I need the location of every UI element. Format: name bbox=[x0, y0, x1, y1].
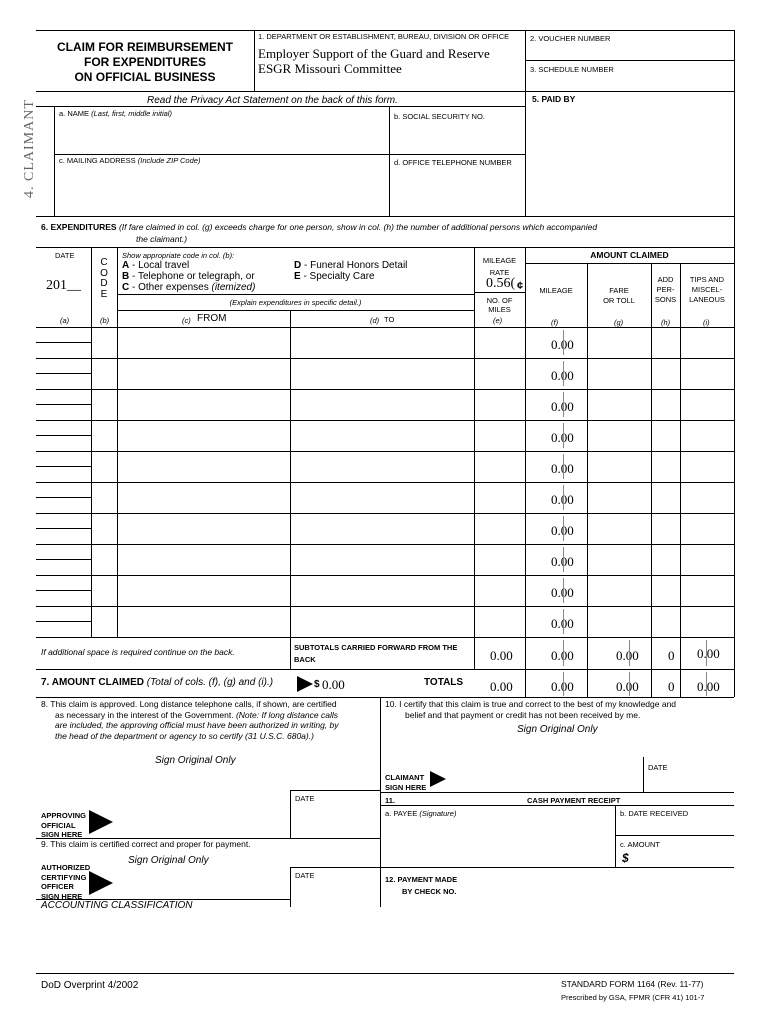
row-mileage-amount[interactable]: 0.00 bbox=[551, 337, 574, 352]
row-mileage-amount[interactable]: 0.00 bbox=[551, 492, 574, 507]
persons-cell[interactable] bbox=[653, 360, 679, 387]
persons-cell[interactable] bbox=[653, 546, 679, 573]
form-title bbox=[40, 40, 250, 85]
tips-cell[interactable] bbox=[682, 546, 733, 573]
address-hint: (Include ZIP Code) bbox=[137, 156, 201, 165]
approval-text-line: 8. This claim is approved. Long distance telephone calls, if shown, are certified bbox=[41, 699, 337, 709]
fare-cell[interactable] bbox=[589, 422, 650, 449]
miles-cell[interactable] bbox=[476, 577, 524, 604]
miles-cell[interactable] bbox=[476, 329, 524, 356]
col-letter: (a) bbox=[60, 316, 70, 325]
certifying-officer-label bbox=[41, 863, 90, 901]
name-label-text: a. NAME bbox=[59, 109, 90, 118]
payment-made-line: BY CHECK NO. bbox=[402, 887, 457, 896]
amount-claimed-hint: (Total of cols. (f), (g) and (i).) bbox=[146, 677, 274, 688]
payee-label-text: a. PAYEE bbox=[385, 809, 418, 818]
to-cell[interactable] bbox=[292, 608, 473, 635]
claimant-sign-line: CLAIMANT bbox=[385, 773, 425, 782]
certified-date-label: DATE bbox=[295, 871, 315, 880]
codes-left bbox=[122, 260, 255, 293]
fare-cell[interactable] bbox=[589, 484, 650, 511]
code-item-letter: D bbox=[294, 260, 302, 271]
cent-symbol: ¢ bbox=[517, 280, 524, 292]
code-hint: Show appropriate code in col. (b): bbox=[122, 251, 235, 260]
fare-cell[interactable] bbox=[589, 391, 650, 418]
col-letter: (e) bbox=[493, 316, 503, 325]
col-fare-label bbox=[587, 286, 651, 306]
to-cell[interactable] bbox=[292, 422, 473, 449]
amount-claimed-label bbox=[41, 677, 273, 688]
code-cell[interactable] bbox=[93, 329, 116, 356]
expenditures-title: 6. EXPENDITURES bbox=[41, 222, 117, 232]
fare-cell[interactable] bbox=[589, 608, 650, 635]
receipt-number: 11. bbox=[385, 796, 396, 805]
col-mileage-label: MILEAGE bbox=[539, 286, 573, 295]
code-cell[interactable] bbox=[93, 608, 116, 635]
to-cell[interactable] bbox=[292, 546, 473, 573]
certification-date-field[interactable] bbox=[645, 773, 731, 791]
col-add-line: SONS bbox=[654, 295, 677, 304]
code-item-letter: C bbox=[122, 282, 130, 293]
tips-cell[interactable] bbox=[682, 577, 733, 604]
code-letter: C bbox=[100, 257, 108, 268]
persons-cell[interactable] bbox=[653, 515, 679, 542]
approval-text-line bbox=[41, 710, 381, 721]
certifying-officer-line: OFFICER bbox=[41, 882, 74, 891]
code-cell[interactable] bbox=[93, 546, 116, 573]
miles-cell[interactable] bbox=[476, 453, 524, 480]
continue-note: If additional space is required continue on the back. bbox=[41, 647, 235, 657]
miles-label bbox=[474, 296, 525, 314]
code-cell[interactable] bbox=[93, 422, 116, 449]
code-cell[interactable] bbox=[93, 453, 116, 480]
tips-cell[interactable] bbox=[682, 608, 733, 635]
persons-cell[interactable] bbox=[653, 577, 679, 604]
phone-label: d. OFFICE TELEPHONE NUMBER bbox=[394, 158, 512, 167]
code-cell[interactable] bbox=[93, 515, 116, 542]
code-letters bbox=[94, 258, 114, 300]
col-letter: (c) bbox=[182, 316, 191, 325]
from-cell[interactable] bbox=[119, 360, 289, 387]
certifying-officer-line: CERTIFYING bbox=[41, 872, 87, 882]
row-mileage-amount[interactable]: 0.00 bbox=[551, 554, 574, 569]
to-cell[interactable] bbox=[292, 453, 473, 480]
persons-cell[interactable] bbox=[653, 608, 679, 635]
to-cell[interactable] bbox=[292, 391, 473, 418]
date-cell[interactable] bbox=[38, 360, 91, 387]
receipt-title: CASH PAYMENT RECEIPT bbox=[527, 796, 621, 805]
certified-text: 9. This claim is certified correct and proper for payment. bbox=[41, 839, 251, 849]
col-tips-line: MISCEL- bbox=[691, 285, 723, 294]
code-item-hint: (itemized) bbox=[211, 282, 256, 293]
overprint-note: DoD Overprint 4/2002 bbox=[41, 980, 139, 991]
col-fare-line: FARE bbox=[609, 286, 629, 295]
payee-signature-field[interactable] bbox=[383, 820, 613, 868]
fare-cell[interactable] bbox=[589, 515, 650, 542]
payee-label bbox=[385, 809, 456, 818]
date-cell[interactable] bbox=[38, 546, 91, 573]
row-mileage-amount[interactable]: 0.00 bbox=[551, 368, 574, 383]
dollar-sign: $ bbox=[314, 679, 320, 690]
to-cell[interactable] bbox=[292, 360, 473, 387]
code-cell[interactable] bbox=[93, 484, 116, 511]
form-title-line: FOR EXPENDITURES bbox=[83, 55, 206, 69]
approval-sign-note: Sign Original Only bbox=[155, 755, 236, 766]
col-add-line: PER- bbox=[656, 285, 675, 294]
date-year[interactable]: 201__ bbox=[46, 278, 81, 293]
persons-cell[interactable] bbox=[653, 453, 679, 480]
approval-text-line: the head of the department or agency to so certify (31 U.S.C. 680a).) bbox=[55, 730, 314, 741]
form-number: STANDARD FORM 1164 (Rev. 11-77) bbox=[561, 979, 704, 989]
col-letter: (i) bbox=[703, 318, 710, 327]
from-cell[interactable] bbox=[119, 577, 289, 604]
from-cell[interactable] bbox=[119, 515, 289, 542]
certified-sign-note: Sign Original Only bbox=[128, 855, 209, 866]
code-cell[interactable] bbox=[93, 391, 116, 418]
col-letter: (f) bbox=[551, 318, 559, 327]
date-cell[interactable] bbox=[38, 391, 91, 418]
date-cell[interactable] bbox=[38, 608, 91, 635]
from-cell[interactable] bbox=[119, 608, 289, 635]
phone-field[interactable] bbox=[392, 170, 522, 214]
payee-hint: (Signature) bbox=[419, 809, 457, 818]
miles-cell[interactable] bbox=[476, 391, 524, 418]
name-label bbox=[59, 109, 172, 118]
amount-claimed-value[interactable]: 0.00 bbox=[322, 677, 345, 692]
fare-cell[interactable] bbox=[589, 546, 650, 573]
miles-label-line: NO. OF bbox=[486, 296, 513, 305]
from-cell[interactable] bbox=[119, 546, 289, 573]
code-item bbox=[122, 260, 255, 271]
sign-arrow-icon bbox=[89, 871, 113, 895]
persons-cell[interactable] bbox=[653, 484, 679, 511]
approval-text bbox=[41, 699, 381, 741]
approval-date-field[interactable] bbox=[292, 805, 378, 835]
tips-cell[interactable] bbox=[682, 360, 733, 387]
col-tips-label bbox=[680, 275, 734, 305]
approving-official-line: SIGN HERE bbox=[41, 830, 83, 839]
prescribed-note: Prescribed by GSA, FPMR (CFR 41) 101-7 bbox=[561, 993, 705, 1002]
certification-sign-note: Sign Original Only bbox=[517, 724, 598, 735]
to-cell[interactable] bbox=[292, 329, 473, 356]
totals-label: TOTALS bbox=[424, 677, 464, 688]
row-mileage-amount[interactable]: 0.00 bbox=[551, 523, 574, 538]
ssn-label: b. SOCIAL SECURITY NO. bbox=[394, 112, 485, 121]
code-item bbox=[122, 271, 255, 282]
privacy-note: Read the Privacy Act Statement on the back of this form. bbox=[147, 95, 398, 106]
check-number-field[interactable] bbox=[470, 884, 730, 902]
tips-cell[interactable] bbox=[682, 515, 733, 542]
certifying-officer-line: AUTHORIZED bbox=[41, 863, 91, 872]
approving-official-line: OFFICIAL bbox=[41, 820, 76, 830]
rule bbox=[36, 30, 734, 31]
code-item-text: - Funeral Honors Detail bbox=[304, 260, 408, 271]
subtotals-label-line: BACK bbox=[294, 655, 316, 664]
tips-cell[interactable] bbox=[682, 484, 733, 511]
col-add-label bbox=[651, 275, 680, 305]
total-mileage[interactable]: 0.00 bbox=[551, 679, 574, 694]
fare-cell[interactable] bbox=[589, 360, 650, 387]
tips-cell[interactable] bbox=[682, 422, 733, 449]
mileage-rate-number: 0.56( bbox=[486, 276, 516, 291]
certification-text-line: 10. I certify that this claim is true and correct to the best of my knowledge and bbox=[385, 699, 677, 709]
tips-cell[interactable] bbox=[682, 391, 733, 418]
paid-by-label: 5. PAID BY bbox=[532, 94, 576, 104]
date-cell[interactable] bbox=[38, 453, 91, 480]
code-item-letter: A bbox=[122, 260, 130, 271]
code-item-text: - Specialty Care bbox=[303, 271, 375, 282]
dept-value[interactable] bbox=[258, 46, 490, 76]
to-cell[interactable] bbox=[292, 484, 473, 511]
col-letter: (d) bbox=[370, 316, 380, 325]
dept-value-line: Employer Support of the Guard and Reserve bbox=[258, 46, 490, 61]
persons-cell[interactable] bbox=[653, 329, 679, 356]
amount-received-label: c. AMOUNT bbox=[620, 840, 661, 849]
subtotals-label-line: SUBTOTALS CARRIED FORWARD FROM THE bbox=[294, 643, 458, 652]
miles-cell[interactable] bbox=[476, 515, 524, 542]
col-letter: (b) bbox=[100, 316, 110, 325]
code-item-letter: E bbox=[294, 271, 301, 282]
total-tips[interactable]: 0.00 bbox=[697, 679, 720, 694]
date-cell[interactable] bbox=[38, 577, 91, 604]
certification-date-label: DATE bbox=[648, 763, 668, 772]
date-received-field[interactable] bbox=[618, 820, 730, 834]
approving-signature-field[interactable] bbox=[120, 805, 285, 835]
subtotal-miles[interactable]: 0.00 bbox=[490, 648, 513, 663]
amount-claimed-heading: AMOUNT CLAIMED bbox=[590, 250, 669, 260]
date-received-label: b. DATE RECEIVED bbox=[620, 809, 689, 818]
miles-cell[interactable] bbox=[476, 546, 524, 573]
from-label: FROM bbox=[197, 313, 227, 324]
from-cell[interactable] bbox=[119, 391, 289, 418]
date-cell[interactable] bbox=[38, 422, 91, 449]
form-title-line: ON OFFICIAL BUSINESS bbox=[74, 70, 216, 84]
code-item bbox=[122, 282, 255, 293]
code-item bbox=[294, 260, 407, 271]
to-label: TO bbox=[384, 315, 395, 324]
subtotal-persons[interactable]: 0 bbox=[668, 648, 675, 663]
to-cell[interactable] bbox=[292, 577, 473, 604]
to-cell[interactable] bbox=[292, 515, 473, 542]
subtotals-label bbox=[294, 642, 457, 666]
col-letter: (h) bbox=[661, 318, 671, 327]
arrow-right-icon bbox=[297, 676, 313, 692]
miles-cell[interactable] bbox=[476, 608, 524, 635]
fare-cell[interactable] bbox=[589, 577, 650, 604]
certification-text bbox=[385, 699, 676, 720]
col-add-line: ADD bbox=[657, 275, 674, 284]
dept-label: 1. DEPARTMENT OR ESTABLISHMENT, BUREAU, DIVISION OR OFFICE bbox=[258, 32, 510, 41]
subtotal-tips[interactable]: 0.00 bbox=[697, 646, 720, 661]
miles-cell[interactable] bbox=[476, 360, 524, 387]
approving-official-label bbox=[41, 811, 86, 840]
total-miles[interactable]: 0.00 bbox=[490, 679, 513, 694]
payment-made-label bbox=[385, 874, 457, 898]
claimant-section-label: 4. CLAIMANT bbox=[22, 99, 37, 198]
mileage-rate-value[interactable] bbox=[486, 276, 515, 292]
from-cell[interactable] bbox=[119, 453, 289, 480]
claimant-signature-field[interactable] bbox=[450, 766, 640, 790]
expenditures-note: (If fare claimed in col. (g) exceeds charge for one person, show in col. (h) the number of additional persons which accompanied bbox=[118, 222, 598, 232]
col-letter: (g) bbox=[614, 318, 624, 327]
code-letter: O bbox=[100, 267, 108, 279]
row-mileage-amount[interactable]: 0.00 bbox=[551, 461, 574, 476]
tips-cell[interactable] bbox=[682, 453, 733, 480]
miles-label-line: MILES bbox=[488, 305, 511, 314]
miles-cell[interactable] bbox=[476, 484, 524, 511]
code-item-text: - Local travel bbox=[132, 260, 190, 271]
code-item-letter: B bbox=[122, 271, 130, 282]
dept-value-line: ESGR Missouri Committee bbox=[258, 61, 402, 76]
explain-note: (Explain expenditures in specific detail.) bbox=[229, 298, 362, 307]
sign-arrow-icon bbox=[89, 810, 113, 834]
payment-made-line: 12. PAYMENT MADE bbox=[385, 875, 458, 884]
amount-received-field[interactable] bbox=[632, 850, 730, 865]
fare-cell[interactable] bbox=[589, 329, 650, 356]
amount-claimed-title: 7. AMOUNT CLAIMED bbox=[41, 677, 144, 688]
expenditures-heading bbox=[41, 221, 736, 245]
fare-cell[interactable] bbox=[589, 453, 650, 480]
code-letter: E bbox=[100, 288, 108, 300]
approval-text-note: (Note: If long distance calls bbox=[235, 709, 339, 720]
row-mileage-amount[interactable]: 0.00 bbox=[551, 585, 574, 600]
approval-text-part: as necessary in the interest of the Government. bbox=[55, 709, 236, 720]
code-letter: D bbox=[100, 278, 108, 289]
persons-cell[interactable] bbox=[653, 391, 679, 418]
code-cell[interactable] bbox=[93, 577, 116, 604]
name-hint: (Last, first, middle initial) bbox=[91, 109, 172, 118]
row-mileage-amount[interactable]: 0.00 bbox=[551, 430, 574, 445]
code-item bbox=[294, 271, 407, 282]
schedule-label: 3. SCHEDULE NUMBER bbox=[530, 65, 614, 74]
code-item-text: - Telephone or telegraph, or bbox=[132, 271, 255, 282]
from-cell[interactable] bbox=[119, 422, 289, 449]
mileage-rate-label-line: MILEAGE bbox=[482, 256, 517, 265]
certified-date-field[interactable] bbox=[292, 880, 378, 905]
certification-text-line: belief and that payment or credit has not been received by me. bbox=[405, 709, 641, 720]
col-fare-line: OR TOLL bbox=[603, 296, 635, 305]
date-cell[interactable] bbox=[38, 329, 91, 356]
date-cell[interactable] bbox=[38, 515, 91, 542]
code-cell[interactable] bbox=[93, 360, 116, 387]
sign-arrow-icon bbox=[430, 771, 446, 787]
from-cell[interactable] bbox=[119, 484, 289, 511]
row-mileage-amount[interactable]: 0.00 bbox=[551, 399, 574, 414]
miles-cell[interactable] bbox=[476, 422, 524, 449]
address-label bbox=[59, 156, 200, 165]
total-persons[interactable]: 0 bbox=[668, 679, 675, 694]
name-field[interactable] bbox=[58, 120, 388, 150]
claimant-sign-label bbox=[385, 773, 426, 792]
date-cell[interactable] bbox=[38, 484, 91, 511]
subtotal-fare[interactable]: 0.00 bbox=[616, 648, 639, 663]
voucher-label: 2. VOUCHER NUMBER bbox=[530, 34, 611, 43]
mileage-rate-label-line: RATE bbox=[489, 268, 510, 277]
col-tips-line: LANEOUS bbox=[689, 295, 725, 304]
persons-cell[interactable] bbox=[653, 422, 679, 449]
row-mileage-amount[interactable]: 0.00 bbox=[551, 616, 574, 631]
approving-official-line: APPROVING bbox=[41, 811, 87, 820]
accounting-classification-field[interactable] bbox=[40, 913, 730, 963]
ssn-field[interactable] bbox=[392, 122, 522, 152]
codes-right bbox=[294, 260, 407, 282]
approval-text-line: are included, the approving official must have been authorized in writing, by bbox=[55, 720, 339, 730]
col-tips-line: TIPS AND bbox=[689, 275, 725, 284]
address-label-text: c. MAILING ADDRESS bbox=[59, 156, 136, 165]
certifying-officer-line: SIGN HERE bbox=[41, 891, 83, 901]
code-item-text: - Other expenses bbox=[132, 282, 212, 293]
form-title-line: CLAIM FOR REIMBURSEMENT bbox=[57, 40, 233, 54]
amount-received-dollar: $ bbox=[622, 851, 629, 865]
subtotal-mileage[interactable]: 0.00 bbox=[551, 648, 574, 663]
claimant-sign-line: SIGN HERE bbox=[385, 782, 427, 792]
expenditures-note-2: the claimant.) bbox=[136, 234, 188, 244]
approval-date-label: DATE bbox=[295, 794, 315, 803]
accounting-classification-label: ACCOUNTING CLASSIFICATION bbox=[41, 900, 193, 911]
from-cell[interactable] bbox=[119, 329, 289, 356]
address-field[interactable] bbox=[58, 168, 388, 213]
date-label: DATE bbox=[55, 251, 75, 260]
tips-cell[interactable] bbox=[682, 329, 733, 356]
total-fare[interactable]: 0.00 bbox=[616, 679, 639, 694]
certifying-signature-field[interactable] bbox=[120, 868, 285, 898]
